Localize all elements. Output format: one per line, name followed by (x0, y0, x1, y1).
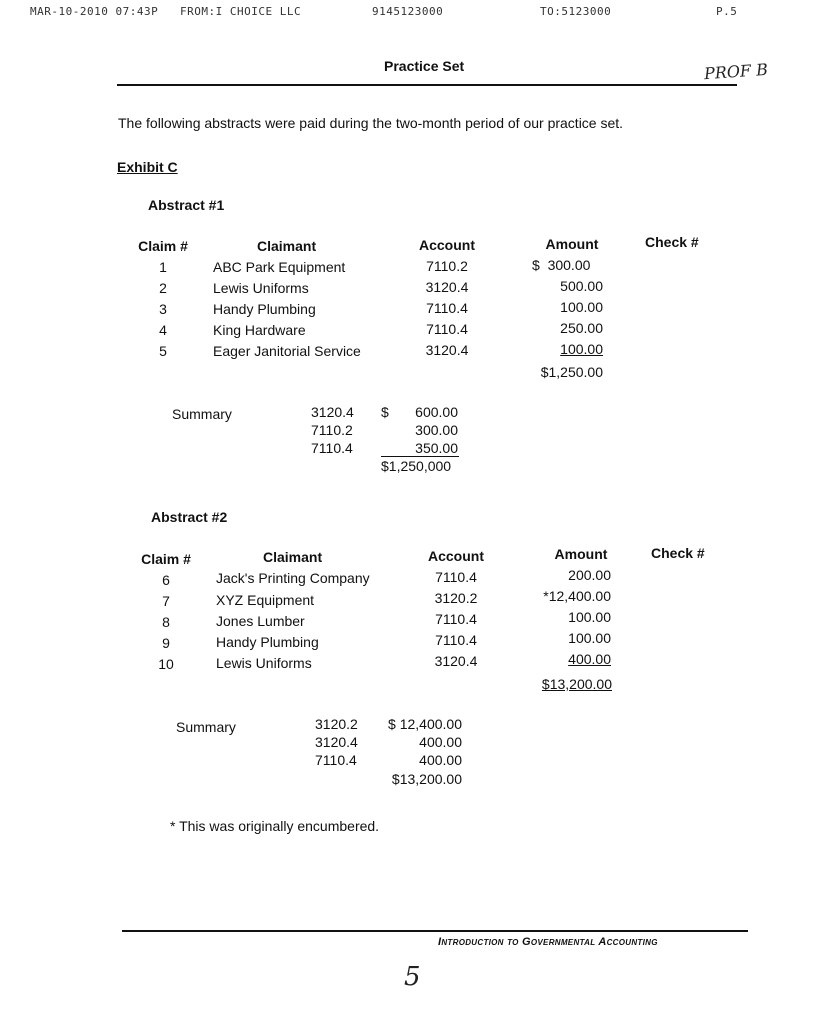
abstract1-row-1-claimant: ABC Park Equipment (213, 259, 346, 275)
page-title: Practice Set (384, 58, 465, 74)
abstract1-row-5-claim: 5 (159, 343, 167, 359)
abstract1-row-3-claimant: Handy Plumbing (213, 301, 316, 317)
abstract1-row-4-account: 7110.4 (426, 321, 468, 337)
abstract1-row-1-claim: 1 (159, 259, 167, 275)
abstract2-summary-acct-1: 3120.2 (315, 716, 358, 732)
abstract2-summary-amt-3: 400.00 (419, 752, 462, 768)
abstract2-row-4-amount: 100.00 (568, 630, 611, 646)
abstract1-row-2-claimant: Lewis Uniforms (213, 280, 309, 296)
abstract1-row-4-claimant: King Hardware (213, 322, 306, 338)
abstract2-summary-label: Summary (176, 719, 236, 735)
footer-rule (122, 930, 748, 932)
abstract2-row-4-claimant: Handy Plumbing (216, 634, 319, 650)
abstract2-row-2-claimant: XYZ Equipment (216, 592, 315, 608)
fax-phone: 9145123000 (372, 5, 444, 18)
abstract1-row-1-account: 7110.2 (426, 258, 468, 274)
abstract2-row-1-claim: 6 (162, 572, 170, 588)
abstract2-summary-acct-3: 7110.4 (315, 752, 357, 768)
abstract2-row-1-claimant: Jack's Printing Company (216, 570, 370, 586)
abstract2-row-3-claim: 8 (162, 614, 170, 630)
abstract2-row-3-account: 7110.4 (435, 611, 477, 627)
abstract2-row-5-amount: 400.00 (568, 651, 611, 667)
abstract1-row-3-amount: 100.00 (560, 299, 603, 315)
abstract1-summary-acct-1: 3120.4 (311, 404, 354, 420)
abstract1-col-claimant: Claimant (257, 238, 317, 254)
abstract1-row-2-claim: 2 (159, 280, 167, 296)
abstract1-row-2-account: 3120.4 (425, 279, 469, 295)
abstract2-row-1-amount: 200.00 (568, 567, 611, 583)
abstract2-row-4-claim: 9 (162, 635, 170, 651)
abstract1-summary-total: $1,250,000 (381, 458, 452, 474)
abstract1-row-2-amount: 500.00 (560, 278, 603, 294)
abstract2-total: $13,200.00 (541, 676, 612, 692)
abstract2-summary-amt-1: $ 12,400.00 (388, 716, 462, 732)
abstract1-row-5-amount: 100.00 (560, 341, 603, 357)
abstract2-col-amount: Amount (554, 546, 608, 562)
abstract1-summary-rule (381, 456, 459, 457)
abstract2-row-3-claimant: Jones Lumber (216, 613, 305, 629)
abstract1-col-amount: Amount (545, 236, 599, 252)
abstract2-col-account: Account (428, 548, 484, 564)
abstract1-summary-currency: $ (381, 404, 389, 420)
abstract2-row-4-account: 7110.4 (435, 632, 477, 648)
abstract2-row-2-amount: *12,400.00 (543, 588, 611, 604)
abstract2-col-claim: Claim # (141, 551, 191, 567)
abstract2-summary-acct-2: 3120.4 (315, 734, 358, 750)
fax-datetime: MAR-10-2010 07:43P (30, 5, 159, 18)
abstract2-heading: Abstract #2 (151, 509, 228, 525)
abstract2-row-2-account: 3120.2 (434, 590, 478, 606)
abstract1-summary-amt-1: 600.00 (415, 404, 458, 420)
abstract2-summary-total: $13,200.00 (391, 771, 462, 787)
abstract2-row-5-claim: 10 (158, 656, 174, 672)
abstract2-col-claimant: Claimant (263, 549, 323, 565)
fax-from: FROM:I CHOICE LLC (180, 5, 302, 18)
abstract1-row-5-account: 3120.4 (425, 342, 469, 358)
abstract1-row-4-claim: 4 (159, 322, 167, 338)
abstract1-summary-acct-3: 7110.4 (311, 440, 353, 456)
exhibit-heading: Exhibit C (117, 159, 178, 175)
abstract2-col-check: Check # (651, 545, 705, 561)
abstract1-col-check: Check # (645, 234, 699, 250)
abstract1-total: $1,250.00 (540, 364, 603, 380)
abstract1-row-3-account: 7110.4 (426, 300, 468, 316)
footer-book-title: Introduction to Governmental Accounting (438, 936, 658, 948)
fax-page: P.5 (716, 5, 738, 18)
abstract2-summary-amt-2: 400.00 (419, 734, 462, 750)
abstract1-col-account: Account (419, 237, 475, 253)
abstract2-row-5-account: 3120.4 (434, 653, 478, 669)
handwritten-note: PROF B (703, 59, 769, 84)
page-number: 5 (404, 962, 421, 992)
abstract2-row-2-claim: 7 (162, 593, 170, 609)
abstract1-summary-acct-2: 7110.2 (311, 422, 353, 438)
abstract1-summary-label: Summary (172, 406, 232, 422)
intro-text: The following abstracts were paid during the two-month period of our practice set. (118, 115, 624, 131)
abstract2-row-3-amount: 100.00 (568, 609, 611, 625)
abstract1-row-5-claimant: Eager Janitorial Service (213, 343, 361, 359)
abstract1-row-3-claim: 3 (159, 301, 167, 317)
fax-to: TO:5123000 (540, 5, 612, 18)
abstract1-summary-amt-2: 300.00 (415, 422, 458, 438)
abstract1-summary-amt-3: 350.00 (415, 440, 458, 456)
top-rule (117, 84, 737, 86)
abstract1-row-4-amount: 250.00 (560, 320, 603, 336)
abstract1-col-claim: Claim # (138, 238, 188, 254)
abstract2-row-1-account: 7110.4 (435, 569, 477, 585)
abstract2-row-5-claimant: Lewis Uniforms (216, 655, 312, 671)
abstract1-row-1-amount: $ 300.00 (532, 257, 591, 273)
abstract1-heading: Abstract #1 (148, 197, 225, 213)
footnote: * This was originally encumbered. (170, 818, 380, 834)
